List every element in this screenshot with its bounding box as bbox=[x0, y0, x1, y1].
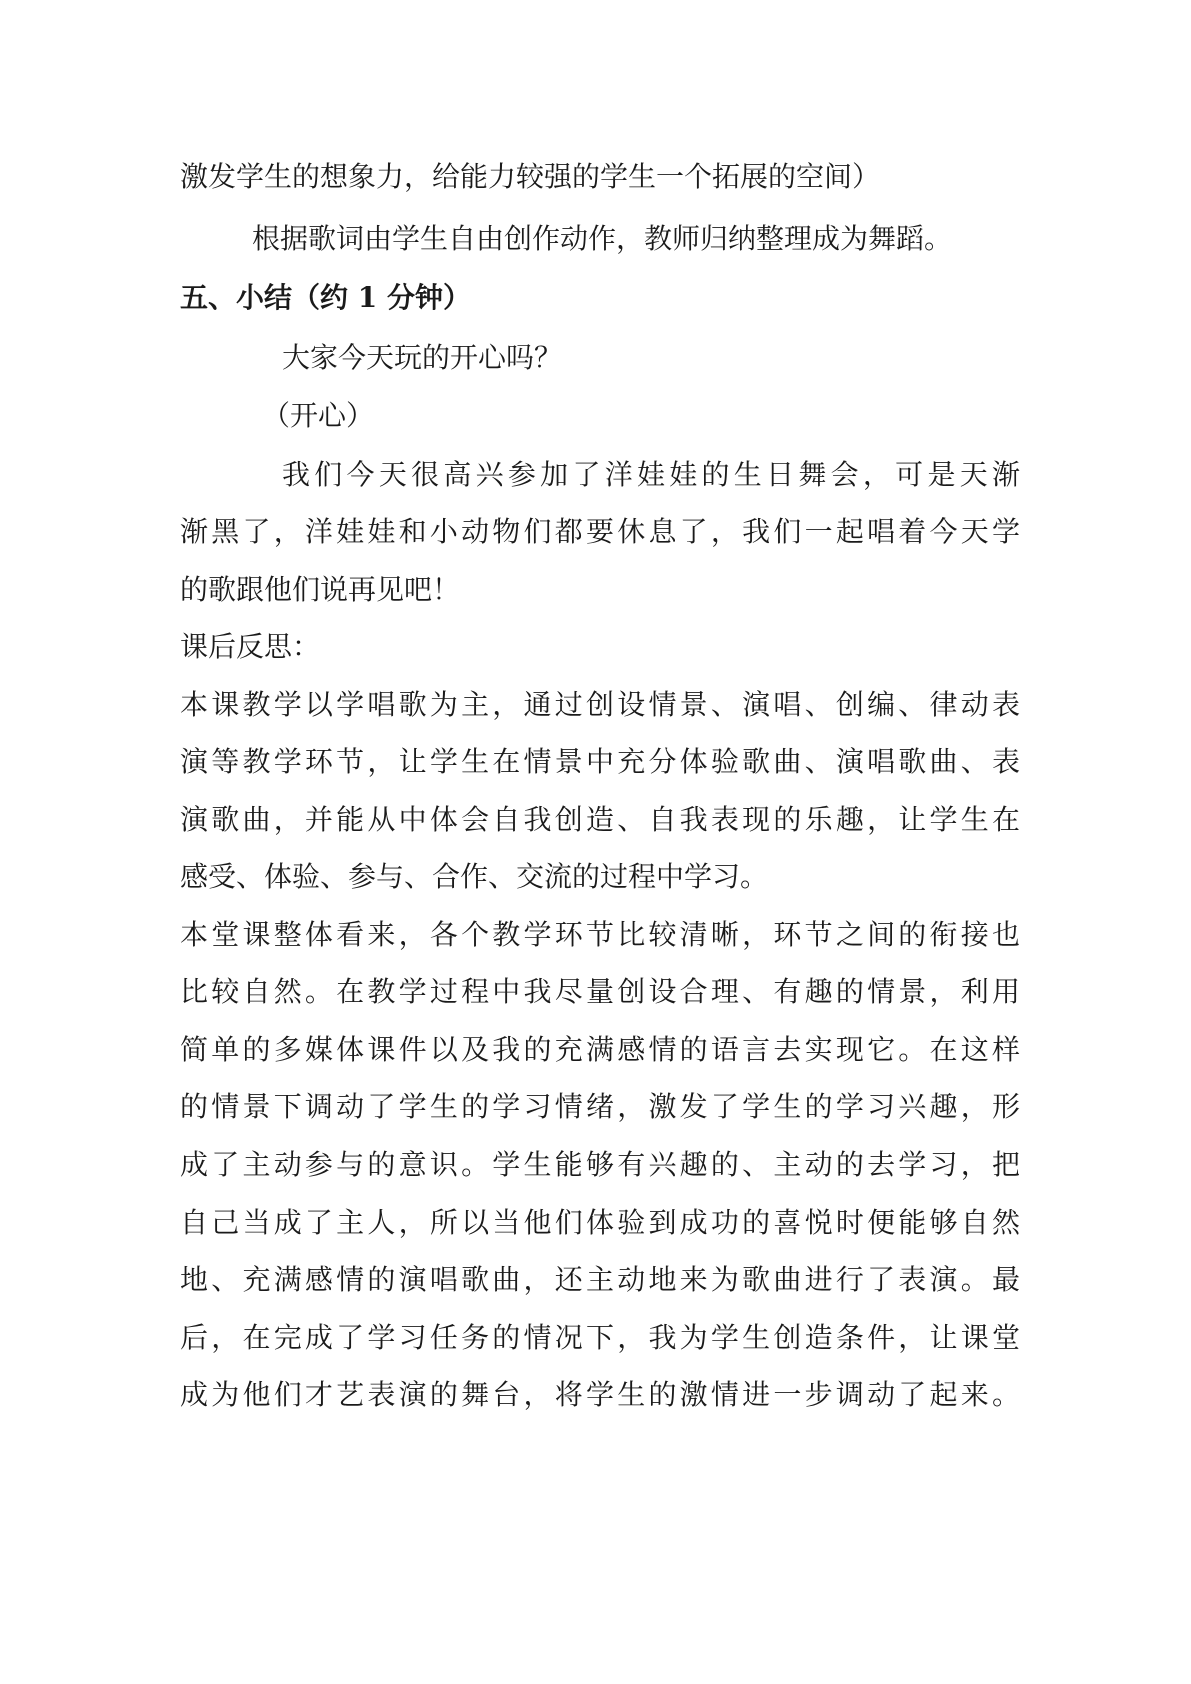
text-line: 后，在完成了学习任务的情况下，我为学生创造条件，让课堂 bbox=[180, 1321, 1020, 1354]
text-line: 演等教学环节，让学生在情景中充分体验歌曲、演唱歌曲、表 bbox=[180, 745, 1020, 778]
text-line: 我们今天很高兴参加了洋娃娃的生日舞会，可是天渐 bbox=[282, 458, 1020, 491]
text-line: 感受、体验、参与、合作、交流的过程中学习。 bbox=[180, 860, 769, 893]
text-line: 自己当成了主人，所以当他们体验到成功的喜悦时便能够自然 bbox=[180, 1206, 1020, 1239]
text-line: 演歌曲，并能从中体会自我创造、自我表现的乐趣，让学生在 bbox=[180, 803, 1020, 836]
text-line: 渐黑了，洋娃娃和小动物们都要休息了，我们一起唱着今天学 bbox=[180, 515, 1020, 548]
text-line: 大家今天玩的开心吗？ bbox=[282, 341, 563, 374]
text-line: 激发学生的想象力，给能力较强的学生一个拓展的空间） bbox=[180, 160, 881, 193]
section-heading: 课后反思： bbox=[180, 630, 321, 663]
text-line: 简单的多媒体课件以及我的充满感情的语言去实现它。在这样 bbox=[180, 1033, 1020, 1066]
text-line: 的歌跟他们说再见吧！ bbox=[180, 573, 461, 606]
text-line: 地、充满感情的演唱歌曲，还主动地来为歌曲进行了表演。最 bbox=[180, 1263, 1020, 1296]
text-line: （开心） bbox=[262, 399, 375, 432]
text-line: 本课教学以学唱歌为主，通过创设情景、演唱、创编、律动表 bbox=[180, 688, 1020, 721]
text-line: 成为他们才艺表演的舞台，将学生的激情进一步调动了起来。 bbox=[180, 1378, 1020, 1411]
text-line: 成了主动参与的意识。学生能够有兴趣的、主动的去学习，把 bbox=[180, 1148, 1020, 1181]
section-heading: 五、小结（约 1 分钟） bbox=[180, 281, 471, 314]
text-line: 本堂课整体看来，各个教学环节比较清晰，环节之间的衔接也 bbox=[180, 918, 1020, 951]
text-line: 根据歌词由学生自由创作动作，教师归纳整理成为舞蹈。 bbox=[252, 222, 953, 255]
text-line: 比较自然。在教学过程中我尽量创设合理、有趣的情景，利用 bbox=[180, 975, 1020, 1008]
text-line: 的情景下调动了学生的学习情绪，激发了学生的学习兴趣，形 bbox=[180, 1090, 1020, 1123]
